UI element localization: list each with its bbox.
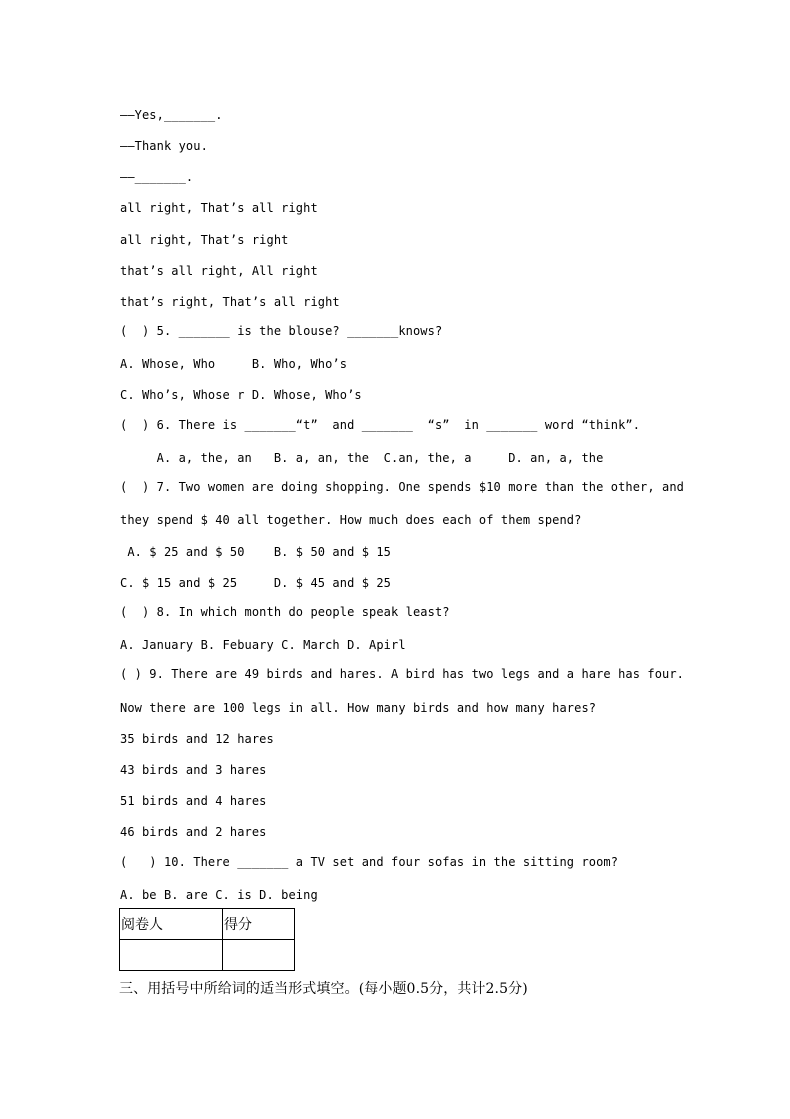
question-6: ( ) 6. There is _______“t” and _______ “s” in _______ word “think”. [120,418,641,432]
section-heading: 三、用括号中所给词的适当形式填空。(每小题0.5分，共计2.5分) [119,981,528,997]
score-table-blank-row [120,940,295,971]
question-9-option: 43 birds and 3 hares [120,763,267,777]
question-9-option: 51 birds and 4 hares [120,794,267,808]
question-7: ( ) 7. Two women are doing shopping. One spends $10 more than the other, and [120,480,684,494]
dialogue-line-1: ——Yes,_______. [120,108,223,122]
score-table [119,908,295,971]
dialogue-line-3: ——_______. [120,170,194,184]
option-line: that’s all right, All right [120,264,318,278]
option-line: that’s right, That’s all right [120,295,340,309]
reviewer-cell[interactable] [120,940,223,971]
question-10: ( ) 10. There _______ a TV set and four sofas in the sitting room? [120,855,619,869]
question-5-options-cd: C. Who’s, Whose r D. Whose, Who’s [120,388,362,402]
question-6-options: A. a, the, an B. a, an, the C.an, the, a D. an, a, the [120,451,604,465]
question-8-options: A. January B. Febuary C. March D. Apirl [120,638,406,652]
question-9-option: 35 birds and 12 hares [120,732,274,746]
option-line: all right, That’s right [120,233,289,247]
option-line: all right, That’s all right [120,201,318,215]
score-label: 得分 [223,909,295,940]
score-table-header-row [120,909,295,940]
question-5: ( ) 5. _______ is the blouse? _______knows? [120,324,443,338]
question-8: ( ) 8. In which month do people speak least? [120,605,450,619]
dialogue-line-2: ——Thank you. [120,139,208,153]
question-7-cont: they spend $ 40 all together. How much does each of them spend? [120,513,582,527]
question-10-options: A. be B. are C. is D. being [120,888,318,902]
reviewer-label: 阅卷人 [120,909,223,940]
question-5-options-ab: A. Whose, Who B. Who, Who’s [120,357,348,371]
question-7-options-cd: C. $ 15 and $ 25 D. $ 45 and $ 25 [120,576,392,590]
question-9-cont: Now there are 100 legs in all. How many birds and how many hares? [120,701,597,715]
question-9-option: 46 birds and 2 hares [120,825,267,839]
score-cell[interactable] [223,940,295,971]
question-7-options-ab: A. $ 25 and $ 50 B. $ 50 and $ 15 [120,545,392,559]
question-9: ( ) 9. There are 49 birds and hares. A bird has two legs and a hare has four. [120,667,684,681]
